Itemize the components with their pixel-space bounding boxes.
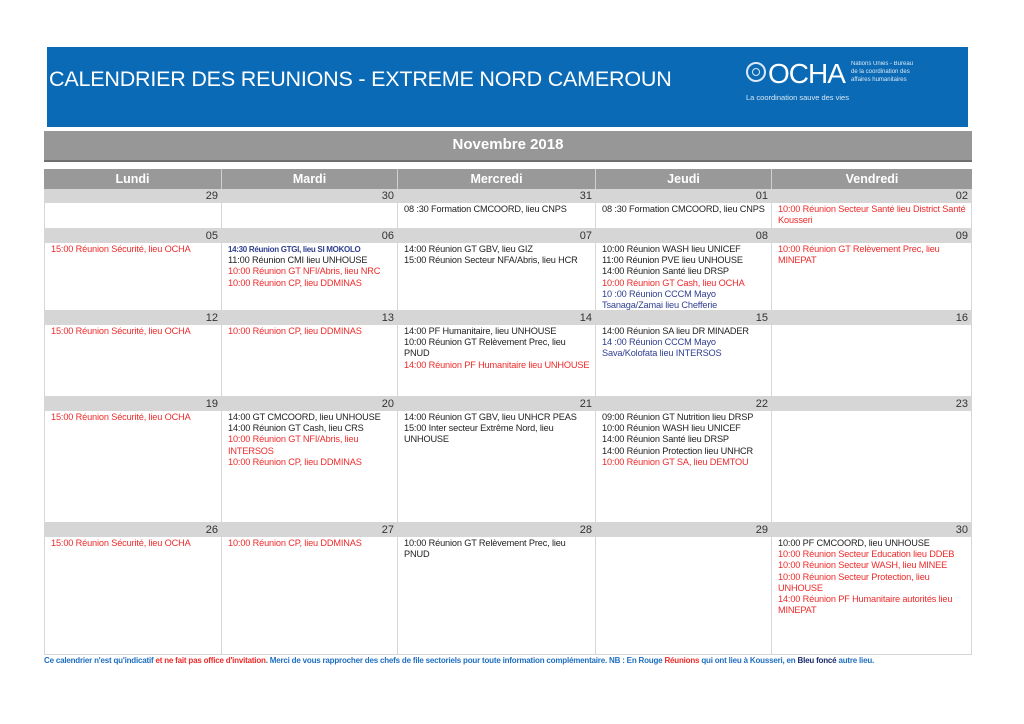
event-list (45, 411, 221, 423)
event-item: 10:00 Réunion CP, lieu DDMINAS (228, 538, 362, 548)
day-cell[interactable] (222, 523, 398, 655)
event-list (45, 243, 221, 255)
day-number: 22 (596, 397, 771, 411)
event-item: 14:00 Réunion Santé lieu DRSP (602, 434, 729, 445)
event-item: 11:00 Réunion PVE lieu UNHOUSE (602, 255, 743, 266)
event-item: 14:00 Réunion GT GBV, lieu UNHCR PEAS (404, 412, 577, 422)
event-item: 10:00 Réunion Secteur Education lieu DDEB (778, 549, 955, 560)
footer-text-3: . Merci de vous rapprocher des chefs de file sectoriels pour toute information complémentaire. NB : En Rouge (265, 656, 665, 665)
day-number: 19 (45, 397, 221, 411)
event-item: 10:00 Réunion GT Relèvement Prec, lieu PNUD (404, 538, 566, 560)
day-number: 27 (222, 523, 397, 537)
logo-side-text: Nations Unies - Bureau de la coordination des affaires humanitaires (851, 61, 914, 83)
event-list (398, 325, 595, 371)
event-list (398, 537, 595, 560)
day-cell[interactable] (772, 229, 972, 311)
event-item: 14:00 PF Humanitaire, lieu UNHOUSE (404, 326, 557, 336)
event-list (222, 325, 397, 337)
day-number: 09 (772, 229, 971, 243)
event-list (222, 243, 397, 289)
event-item: 15:00 Réunion Sécurité, lieu OCHA (51, 326, 191, 336)
un-emblem-icon (746, 62, 766, 82)
event-item: 14:00 Réunion GT GBV, lieu GIZ (404, 244, 533, 254)
day-number: 21 (398, 397, 595, 411)
event-list (596, 243, 771, 311)
event-item: 10:00 Réunion GT NFI/Abris, lieu INTERSOS (228, 434, 359, 456)
event-item: 15:00 Inter secteur Extrême Nord, lieu UNHOUSE (404, 423, 554, 445)
event-item: 09:00 Réunion GT Nutrition lieu DRSP (602, 412, 754, 422)
week-row (44, 189, 972, 229)
event-list (772, 537, 971, 616)
event-item: 10:00 Réunion Secteur Protection, lieu UNHOUSE (778, 571, 930, 593)
event-item: 10:00 Réunion GT NFI/Abris, lieu NRC (228, 266, 381, 277)
day-cell[interactable] (596, 189, 772, 229)
event-list (772, 203, 971, 226)
day-number: 05 (45, 229, 221, 243)
event-item: 14:00 Réunion PF Humanitaire lieu UNHOUSE (404, 359, 590, 370)
day-number: 31 (398, 189, 595, 203)
event-list (772, 243, 971, 266)
footer-text-2: et ne fait pas office d'invitation (155, 656, 266, 665)
event-list (222, 537, 397, 549)
event-list (398, 243, 595, 266)
day-number: 20 (222, 397, 397, 411)
day-cell[interactable] (222, 189, 398, 229)
day-cell[interactable] (398, 523, 596, 655)
event-list (45, 537, 221, 549)
event-item: 10:00 Réunion WASH lieu UNICEF (602, 423, 741, 434)
event-item: 15:00 Réunion Sécurité, lieu OCHA (51, 538, 191, 548)
ocha-logo (744, 57, 920, 107)
page-title: CALENDRIER DES REUNIONS - EXTREME NORD CAMEROUN (49, 67, 672, 91)
event-item: 14:00 Réunion Protection lieu UNHCR (602, 445, 754, 456)
day-cell[interactable] (772, 523, 972, 655)
day-number: 30 (222, 189, 397, 203)
day-number: 06 (222, 229, 397, 243)
header-banner (47, 47, 968, 127)
weekday-vendredi: Vendredi (772, 169, 972, 189)
footer-text-6: Bleu foncé (797, 656, 837, 665)
event-item: 10:00 Réunion Secteur WASH, lieu MINEE (778, 560, 948, 571)
day-number: 26 (45, 523, 221, 537)
day-cell[interactable] (44, 229, 222, 311)
day-number: 28 (398, 523, 595, 537)
weekday-lundi: Lundi (44, 169, 222, 189)
month-title: Novembre 2018 (44, 131, 972, 162)
logo-wordmark: OCHA (768, 58, 845, 89)
day-cell[interactable] (772, 189, 972, 229)
day-number: 13 (222, 311, 397, 325)
day-number: 23 (772, 397, 971, 411)
event-item: 15:00 Réunion Sécurité, lieu OCHA (51, 244, 191, 254)
footer-text-4: Réunions (664, 656, 700, 665)
event-item: 10:00 Réunion CP, lieu DDMINAS (228, 277, 362, 288)
event-item: 08 :30 Formation CMCOORD, lieu CNPS (404, 204, 567, 214)
logo-tagline: La coordination sauve des vies (746, 93, 849, 102)
event-item: 15:00 Réunion Secteur NFA/Abris, lieu HCR (404, 255, 578, 266)
day-cell[interactable] (596, 229, 772, 311)
day-number: 15 (596, 311, 771, 325)
event-item: 15:00 Réunion Sécurité, lieu OCHA (51, 412, 191, 422)
day-cell[interactable] (44, 189, 222, 229)
event-list (45, 325, 221, 337)
footer-note (44, 656, 974, 665)
footer-text-5: qui ont lieu à Kousseri, en (699, 656, 798, 665)
day-cell[interactable] (596, 311, 772, 397)
event-item: 14:00 Réunion GT Cash, lieu CRS (228, 423, 364, 434)
event-list (596, 537, 771, 538)
day-cell[interactable] (596, 523, 772, 655)
event-item: 08 :30 Formation CMCOORD, lieu CNPS (602, 204, 765, 214)
week-row (44, 311, 972, 397)
footer-text-7: autre lieu. (836, 656, 875, 665)
event-list (772, 411, 971, 412)
day-cell[interactable] (44, 397, 222, 523)
week-row (44, 397, 972, 523)
event-list (596, 325, 771, 360)
event-item: 11:00 Réunion CMI lieu UNHOUSE (228, 255, 368, 266)
day-cell[interactable] (222, 397, 398, 523)
event-item: 14:00 GT CMCOORD, lieu UNHOUSE (228, 412, 381, 422)
event-item: 10:00 Réunion GT Cash, lieu OCHA (602, 277, 745, 288)
event-item: 10:00 Réunion Secteur Santé lieu District Santé Kousseri (778, 204, 966, 226)
day-number: 08 (596, 229, 771, 243)
day-number: 01 (596, 189, 771, 203)
event-list (45, 203, 221, 204)
day-cell[interactable] (44, 311, 222, 397)
day-cell[interactable] (222, 311, 398, 397)
weekday-mardi: Mardi (222, 169, 398, 189)
day-cell[interactable] (398, 229, 596, 311)
day-cell[interactable] (222, 229, 398, 311)
event-item: 10:00 Réunion GT SA, lieu DEMTOU (602, 456, 749, 467)
event-item: 10:00 Réunion CP, lieu DDMINAS (228, 456, 362, 467)
day-cell[interactable] (398, 397, 596, 523)
event-item: 10 :00 Réunion CCCM Mayo Tsanaga/Zamai lieu Chefferie (602, 288, 718, 311)
calendar-grid (44, 189, 972, 655)
event-item: 14:00 Réunion SA lieu DR MINADER (602, 326, 749, 336)
day-number: 07 (398, 229, 595, 243)
event-list (772, 325, 971, 326)
day-number: 30 (772, 523, 971, 537)
week-row (44, 523, 972, 655)
day-cell[interactable] (44, 523, 222, 655)
event-item: 10:00 PF CMCOORD, lieu UNHOUSE (778, 538, 930, 548)
day-number: 12 (45, 311, 221, 325)
event-list (222, 411, 397, 468)
event-item: 14:00 Réunion Santé lieu DRSP (602, 266, 729, 277)
day-number: 14 (398, 311, 595, 325)
event-item: 14:30 Réunion GTGI, lieu SI MOKOLO (228, 245, 361, 254)
footer-text-1: Ce calendrier n'est qu'indicatif (44, 656, 156, 665)
event-item: 14 :00 Réunion CCCM Mayo Sava/Kolofata lieu INTERSOS (602, 337, 722, 359)
event-item: 10:00 Réunion WASH lieu UNICEF (602, 244, 741, 254)
event-list (398, 411, 595, 446)
day-cell[interactable] (772, 311, 972, 397)
weekday-jeudi: Jeudi (596, 169, 772, 189)
day-number: 16 (772, 311, 971, 325)
weekday-mercredi: Mercredi (398, 169, 596, 189)
event-list (596, 203, 771, 215)
day-number: 02 (772, 189, 971, 203)
event-list (398, 203, 595, 215)
weekday-header-row (44, 169, 972, 189)
event-list (596, 411, 771, 468)
day-cell[interactable] (596, 397, 772, 523)
event-item: 14:00 Réunion PF Humanitaire autorités lieu MINEPAT (778, 594, 953, 616)
event-list (222, 203, 397, 204)
day-cell[interactable] (772, 397, 972, 523)
day-number: 29 (45, 189, 221, 203)
event-item: 10:00 Réunion CP, lieu DDMINAS (228, 326, 362, 336)
event-item: 10:00 Réunion GT Relèvement Prec, lieu MINEPAT (778, 244, 940, 266)
day-number: 29 (596, 523, 771, 537)
day-cell[interactable] (398, 311, 596, 397)
day-cell[interactable] (398, 189, 596, 229)
event-item: 10:00 Réunion GT Relèvement Prec, lieu PNUD (404, 337, 566, 359)
week-row (44, 229, 972, 311)
